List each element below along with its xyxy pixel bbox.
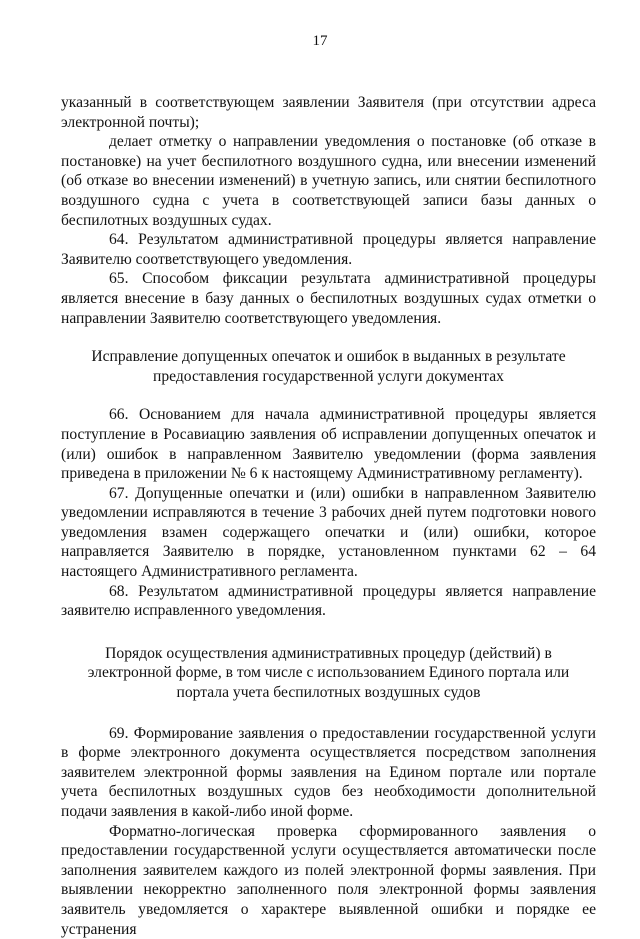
paragraph-68: 68. Результатом административной процедуры является направление заявителю исправленного уведомления. xyxy=(61,582,596,620)
paragraph-registration-note: делает отметку о направлении уведомления о постановке (об отказе в постановке) на учет беспилотного воздушного судна, или внесении изменений (об отказе во внесении изменений) в учетную запись, или снятии беспилотного воздушного судна с учета в соответствующей записи базы данных о беспилотных воздушных судах. xyxy=(61,133,596,229)
paragraph-66: 66. Основанием для начала административной процедуры является поступление в Росавиацию заявления об исправлении допущенных опечаток и (или) ошибок в направленном Заявителю уведомлении (форма заявления приведена в приложении № 6 к настоящему Административному регламенту). xyxy=(61,406,596,483)
page-number: 17 xyxy=(312,33,328,49)
document-body xyxy=(61,93,596,939)
paragraph-64: 64. Результатом административной процедуры является направление Заявителю соответствующего уведомления. xyxy=(61,231,596,268)
paragraph-continuation: указанный в соответствующем заявлении Заявителя (при отсутствии адреса электронной почты); xyxy=(61,94,596,131)
section-heading-electronic-procedures: Порядок осуществления административных процедур (действий) в электронной форме, в том числе с использованием Единого портала или портала учета беспилотных воздушных судов xyxy=(87,644,570,702)
paragraph-65: 65. Способом фиксации результата административной процедуры является внесение в базу данных о беспилотных воздушных судах отметки о направлении Заявителю соответствующего уведомления. xyxy=(61,270,596,327)
paragraph-format-logic-check: Форматно-логическая проверка сформированного заявления о предоставлении государственной услуги осуществляется автоматически после заполнения заявителем каждого из полей электронной формы заявления. При выявлении некорректно заполненного поля электронной формы заявления заявитель уведомляется о характере выявленной ошибки и порядке ее устранения xyxy=(61,822,596,938)
section-heading-corrections: Исправление допущенных опечаток и ошибок в выданных в результате предоставления государственной услуги документах xyxy=(91,348,566,385)
paragraph-67: 67. Допущенные опечатки и (или) ошибки в направленном Заявителю уведомлении исправляются в течение 3 рабочих дней путем подготовки нового уведомления взамен содержащего опечатки и (или) ошибки, которое направляется Заявителю в порядке, установленном пунктами 62 – 64 настоящего Административного регламента. xyxy=(61,484,596,581)
paragraph-69: 69. Формирование заявления о предоставлении государственной услуги в форме электронного документа осуществляется посредством заполнения заявителем электронной формы заявления на Едином портале или портале учета беспилотных воздушных судов без необходимости дополнительной подачи заявления в какой-либо иной форме. xyxy=(61,724,596,820)
